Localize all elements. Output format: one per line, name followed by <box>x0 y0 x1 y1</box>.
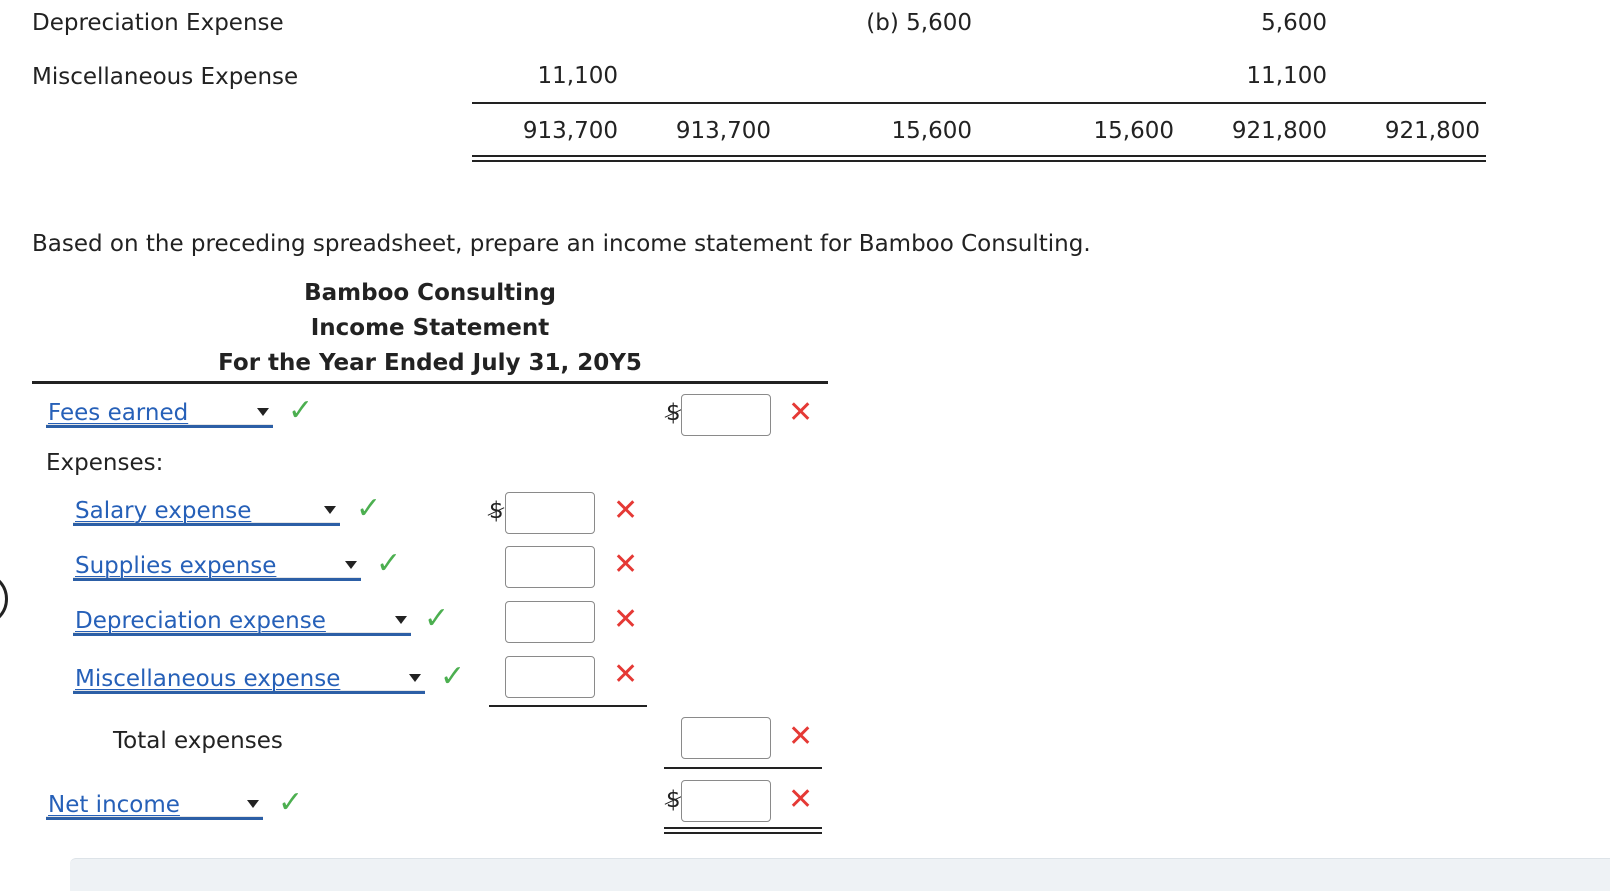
salary-expense-label: Salary expense <box>75 498 252 524</box>
total-expenses-rule <box>664 767 822 769</box>
dollar-sign: $ <box>666 400 681 426</box>
net-income-double-rule-1 <box>664 827 822 829</box>
heading-rule <box>32 381 828 384</box>
adjusted-tb-debit-depreciation: 5,600 <box>1261 10 1327 36</box>
side-tab-edge <box>0 572 8 626</box>
miscellaneous-expense-input[interactable] <box>505 656 595 698</box>
x-icon: ✕ <box>788 782 814 817</box>
x-icon: ✕ <box>788 395 814 430</box>
net-income-select[interactable] <box>46 790 263 820</box>
check-icon: ✓ <box>288 393 314 428</box>
supplies-expense-select[interactable] <box>73 551 361 581</box>
supplies-expense-input[interactable] <box>505 546 595 588</box>
depreciation-expense-input[interactable] <box>505 601 595 643</box>
total-atb-debit: 921,800 <box>1231 118 1327 144</box>
check-icon: ✓ <box>278 785 304 820</box>
total-expenses-label: Total expenses <box>113 728 283 754</box>
statement-title: Income Statement <box>310 315 550 341</box>
chevron-down-icon <box>257 408 269 416</box>
fees-earned-label: Fees earned <box>48 400 189 426</box>
x-icon: ✕ <box>613 493 639 528</box>
fees-earned-select[interactable] <box>46 398 273 428</box>
x-icon: ✕ <box>613 602 639 637</box>
net-income-label: Net income <box>48 792 180 818</box>
fees-earned-input[interactable] <box>681 394 771 436</box>
total-atb-credit: 921,800 <box>1384 118 1480 144</box>
check-icon: ✓ <box>440 659 466 694</box>
totals-double-rule-2 <box>472 160 1486 162</box>
check-icon: ✓ <box>376 546 402 581</box>
total-adj-credit: 15,600 <box>1093 118 1174 144</box>
row-label-miscellaneous: Miscellaneous Expense <box>32 64 299 90</box>
chevron-down-icon <box>345 561 357 569</box>
expenses-label: Expenses: <box>46 450 164 476</box>
totals-top-rule <box>472 102 1486 104</box>
expenses-subtotal-rule <box>489 705 647 707</box>
instruction-text: Based on the preceding spreadsheet, prepare an income statement for Bamboo Consulting. <box>32 231 1091 257</box>
total-adj-debit: 15,600 <box>891 118 972 144</box>
company-name: Bamboo Consulting <box>304 280 556 306</box>
x-icon: ✕ <box>613 657 639 692</box>
bottom-panel-edge <box>70 858 1610 891</box>
row-label-depreciation: Depreciation Expense <box>32 10 284 36</box>
total-expenses-input[interactable] <box>681 717 771 759</box>
x-icon: ✕ <box>613 547 639 582</box>
x-icon: ✕ <box>788 719 814 754</box>
adjusted-tb-debit-miscellaneous: 11,100 <box>1246 63 1327 89</box>
check-icon: ✓ <box>424 601 450 636</box>
chevron-down-icon <box>395 616 407 624</box>
total-tb-debit: 913,700 <box>522 118 618 144</box>
miscellaneous-expense-label: Miscellaneous expense <box>75 666 341 692</box>
totals-double-rule-1 <box>472 155 1486 157</box>
chevron-down-icon <box>409 674 421 682</box>
dollar-sign: $ <box>489 498 504 524</box>
supplies-expense-label: Supplies expense <box>75 553 277 579</box>
chevron-down-icon <box>247 800 259 808</box>
net-income-double-rule-2 <box>664 832 822 834</box>
statement-period: For the Year Ended July 31, 20Y5 <box>218 350 642 376</box>
net-income-input[interactable] <box>681 780 771 822</box>
total-tb-credit: 913,700 <box>675 118 771 144</box>
depreciation-expense-select[interactable] <box>73 606 411 636</box>
salary-expense-select[interactable] <box>73 496 340 526</box>
miscellaneous-expense-select[interactable] <box>73 664 425 694</box>
depreciation-expense-label: Depreciation expense <box>75 608 326 634</box>
adjustment-debit-depreciation: (b) 5,600 <box>866 10 972 36</box>
check-icon: ✓ <box>356 491 382 526</box>
trial-balance-debit-miscellaneous: 11,100 <box>537 63 618 89</box>
salary-expense-input[interactable] <box>505 492 595 534</box>
dollar-sign: $ <box>666 787 681 813</box>
chevron-down-icon <box>324 506 336 514</box>
